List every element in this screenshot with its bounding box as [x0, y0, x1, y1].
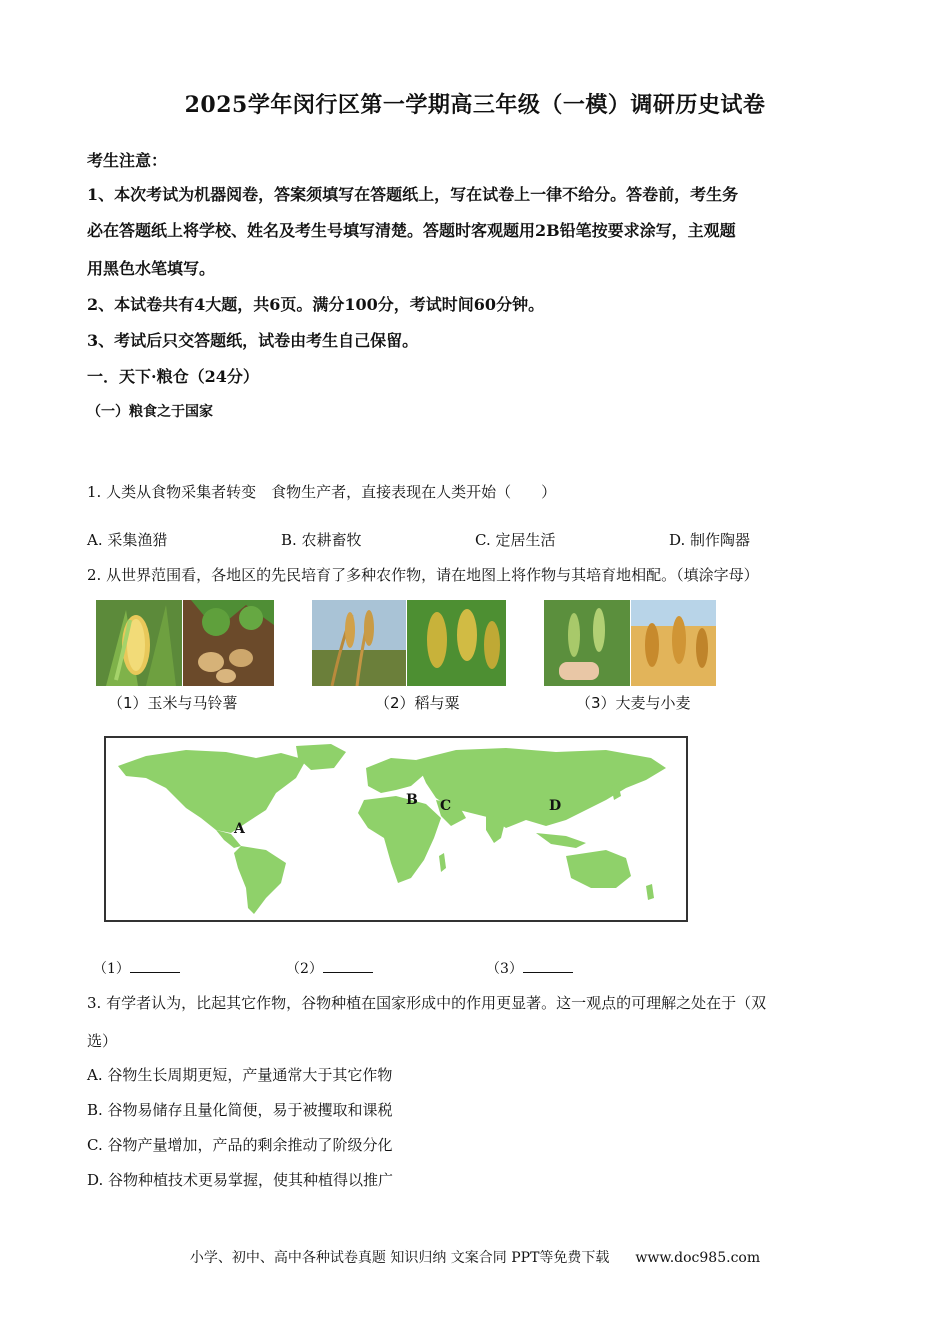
madagascar-land — [439, 853, 446, 872]
africa-land — [358, 796, 441, 883]
q1-option-c: C. 定居生活 — [475, 531, 556, 549]
caption-rice-millet: （2）稻与粟 — [375, 694, 460, 712]
q3-option-a: A. 谷物生长周期更短，产量通常大于其它作物 — [87, 1066, 393, 1084]
q3-option-b: B. 谷物易储存且量化简便，易于被攫取和课税 — [87, 1101, 393, 1119]
notice-heading: 考生注意： — [87, 151, 168, 170]
answer-blank-3[interactable] — [486, 958, 573, 978]
q3-option-c: C. 谷物产量增加，产品的剩余推动了阶级分化 — [87, 1136, 393, 1154]
map-label-d: D — [549, 798, 562, 814]
map-label-a: A — [234, 821, 245, 837]
new-zealand-land — [646, 884, 654, 900]
notice-line-5: 3、考试后只交答题纸，试卷由考生自己保留。 — [87, 331, 419, 350]
q1-option-a: A. 采集渔猎 — [87, 531, 168, 549]
corn-potato-photo — [96, 600, 274, 686]
barley-wheat-photo — [544, 600, 716, 686]
blank-1-label: （1） — [93, 961, 130, 977]
blank-3-label: （3） — [486, 961, 523, 977]
question-2-stem: 2. 从世界范围看，各地区的先民培育了多种农作物，请在地图上将作物与其培育地相配。（填涂字母） — [87, 566, 759, 584]
page-footer — [0, 1247, 950, 1267]
europe-land — [366, 758, 426, 793]
question-1-stem: 1. 人类从食物采集者转变 食物生产者，直接表现在人类开始（ ） — [87, 483, 557, 501]
caption-corn-potato: （1）玉米与马铃薯 — [108, 694, 238, 712]
footer-url[interactable]: www.doc985.com — [635, 1250, 761, 1266]
india-land — [486, 816, 506, 843]
map-label-c: C — [440, 798, 452, 814]
rice-millet-photo — [312, 600, 506, 686]
south-america-land — [234, 846, 286, 914]
answer-blank-2[interactable] — [286, 958, 373, 978]
exam-title: 2025学年闵行区第一学期高三年级（一模）调研历史试卷 — [184, 92, 766, 118]
question-3-stem-line-2: 选） — [87, 1032, 118, 1050]
notice-line-4: 2、本试卷共有4大题，共6页。满分100分，考试时间60分钟。 — [87, 295, 545, 314]
question-3-stem-line-1: 3. 有学者认为，比起其它作物，谷物种植在国家形成中的作用更显著。这一观点的可理解之处在于（双 — [87, 994, 767, 1012]
map-label-b: B — [406, 792, 418, 808]
subsection-heading: （一）粮食之于国家 — [87, 404, 213, 420]
q1-option-d: D. 制作陶器 — [669, 531, 751, 549]
world-map — [104, 736, 688, 922]
answer-blank-1[interactable] — [93, 958, 180, 978]
greenland-land — [296, 744, 346, 770]
q1-option-b: B. 农耕畜牧 — [281, 531, 362, 549]
southeast-asia-islands — [536, 833, 586, 848]
australia-land — [566, 850, 631, 888]
blank-2-label: （2） — [286, 961, 323, 977]
q3-option-d: D. 谷物种植技术更易掌握，使其种植得以推广 — [87, 1171, 394, 1189]
notice-line-3: 用黑色水笔填写。 — [87, 259, 216, 278]
footer-text: 小学、初中、高中各种试卷真题 知识归纳 文案合同 PPT等免费下载 — [189, 1250, 610, 1266]
north-america-land — [118, 750, 306, 833]
notice-line-1: 1、本次考试为机器阅卷，答案须填写在答题纸上，写在试卷上一律不给分。答卷前，考生务 — [87, 185, 739, 204]
section-heading: 一．天下·粮仓（24分） — [87, 367, 259, 386]
notice-line-2: 必在答题纸上将学校、姓名及考生号填写清楚。答题时客观题用2B铅笔按要求涂写，主观题 — [87, 221, 736, 240]
caption-barley-wheat: （3）大麦与小麦 — [576, 694, 691, 712]
